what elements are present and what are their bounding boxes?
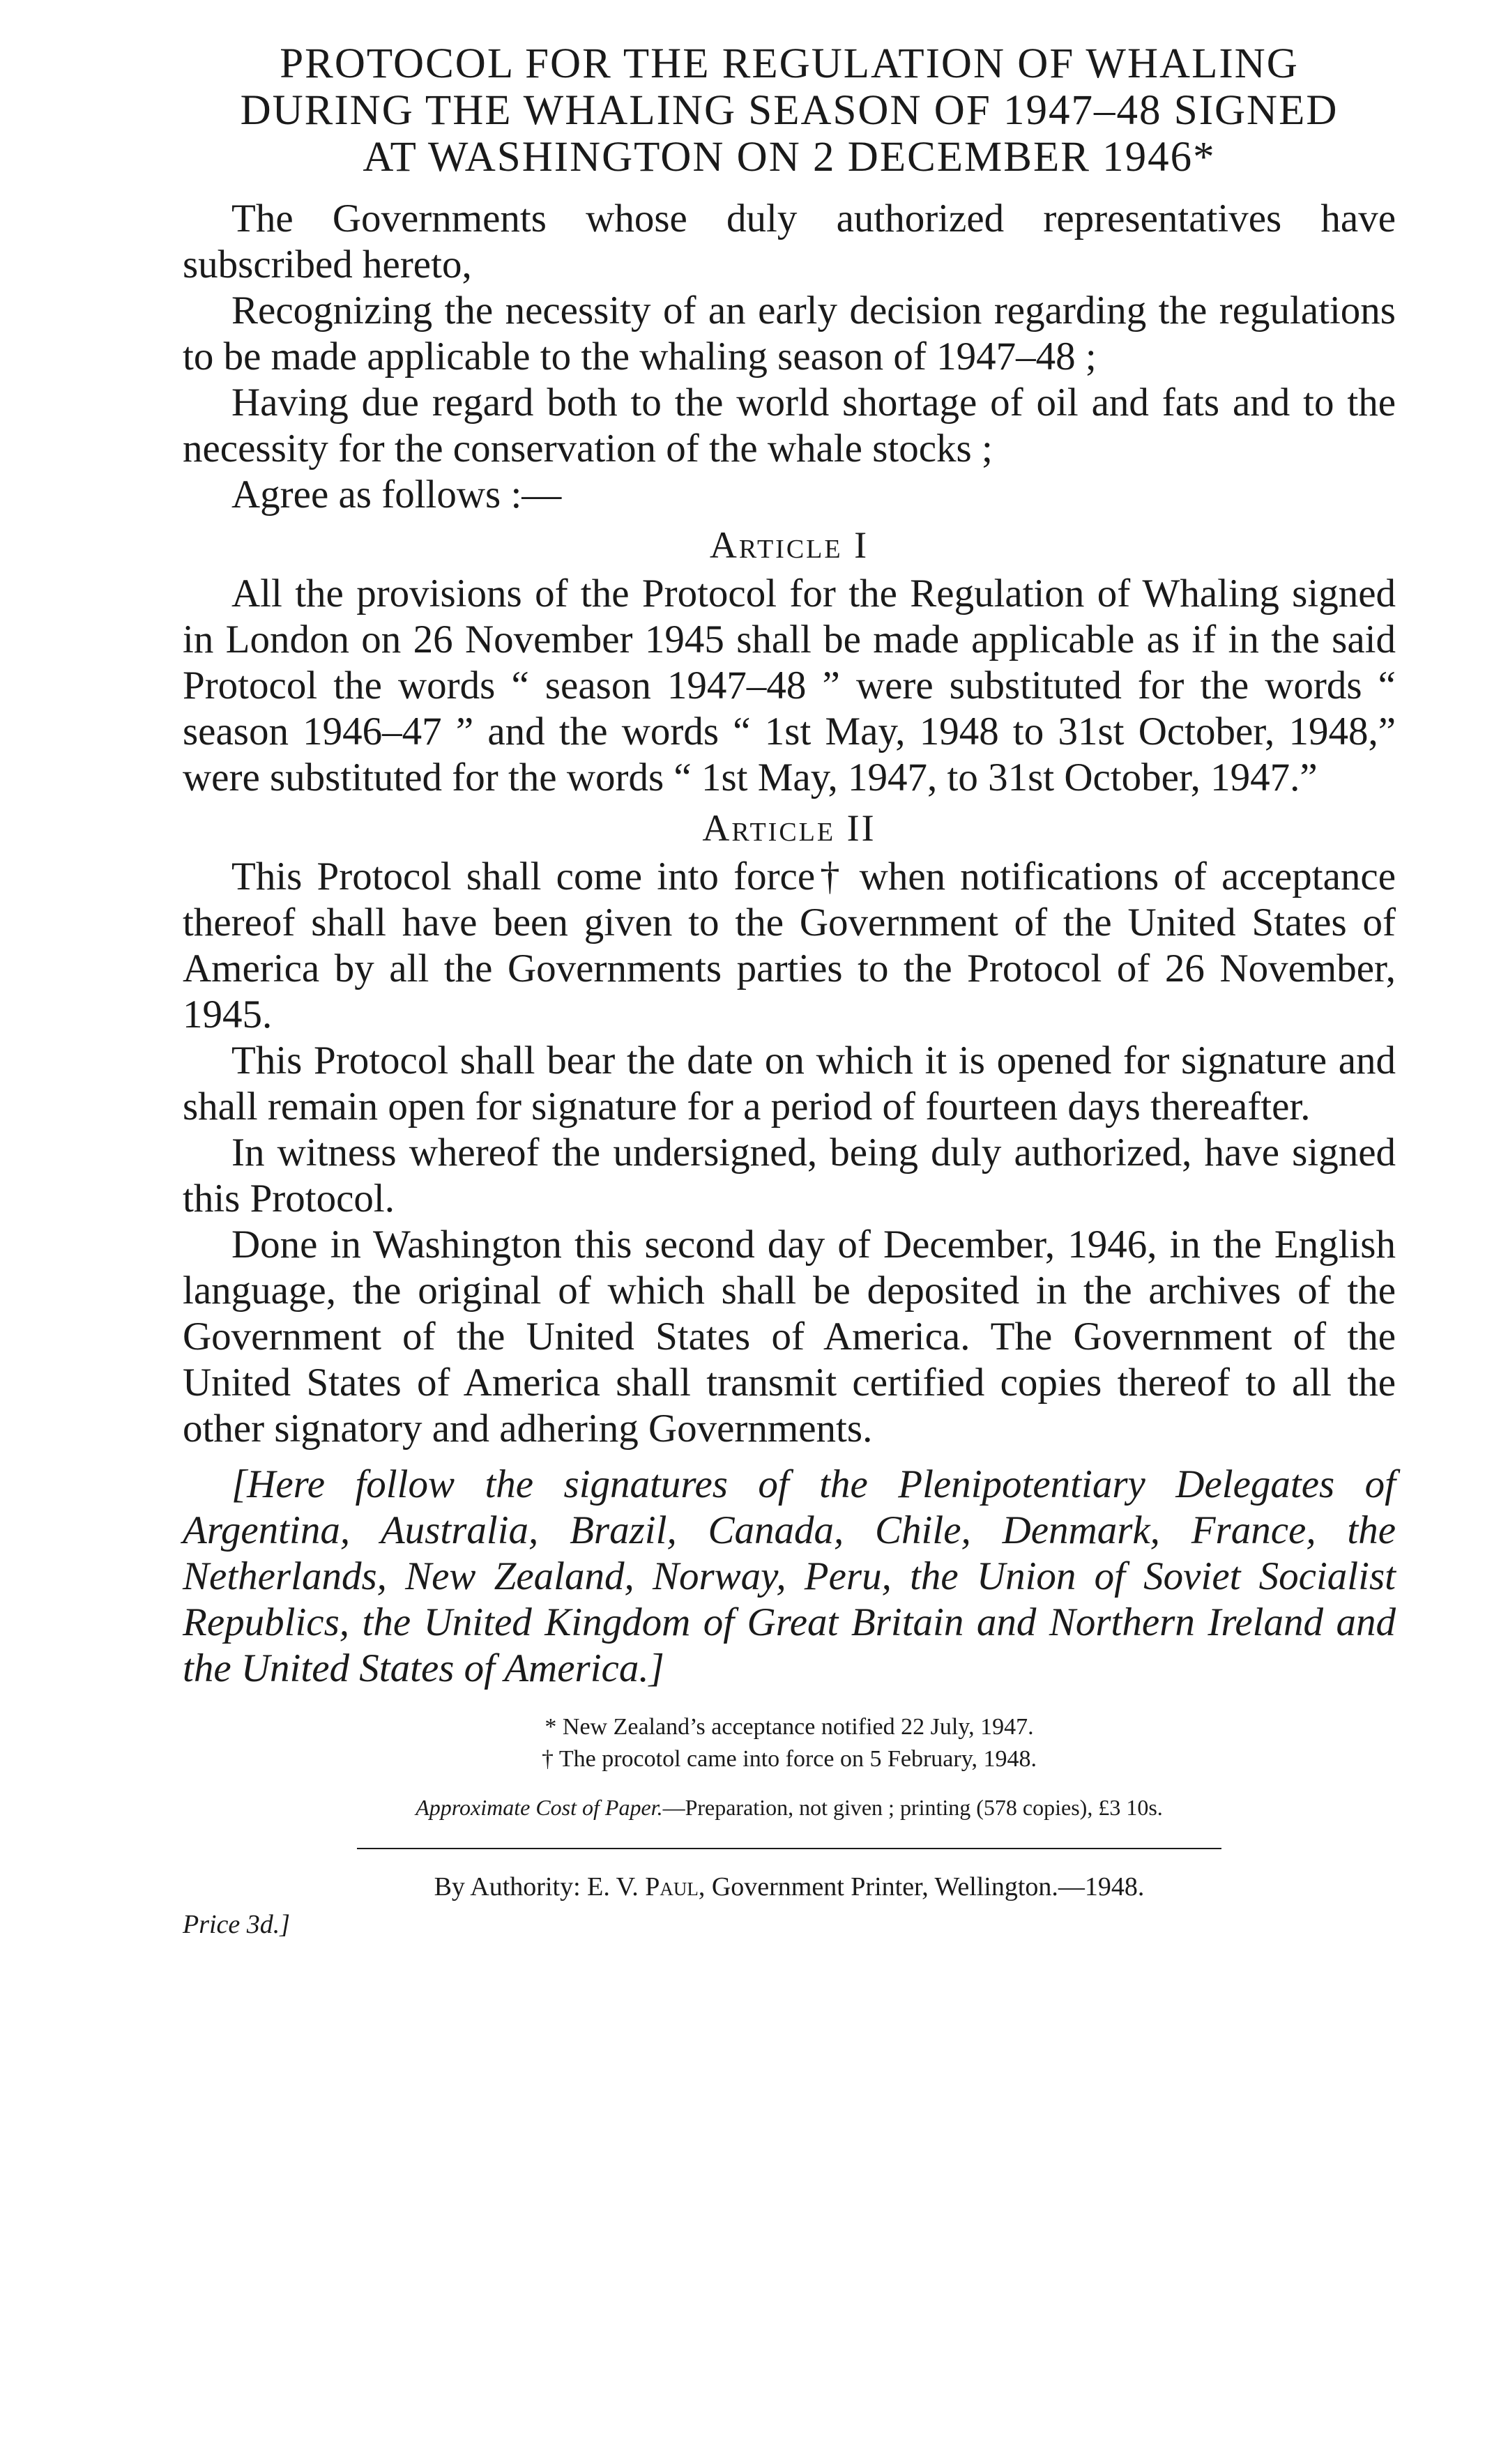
article-2-heading: Article II	[702, 807, 876, 849]
article-2-paragraph-3: In witness whereof the undersigned, being duly authorized, have signed this Protocol.	[183, 1131, 1396, 1220]
divider-rule	[357, 1848, 1221, 1849]
footnote-2: † The procotol came into force on 5 February, 1948.	[541, 1746, 1037, 1772]
cost-text: —Preparation, not given ; printing (578 copies), £3 10s.	[662, 1795, 1163, 1820]
title-line-3: AT WASHINGTON ON 2 DECEMBER 1946*	[363, 134, 1216, 181]
footnote-1: * New Zealand’s acceptance notified 22 July, 1947.	[544, 1714, 1034, 1740]
article-1-text: All the provisions of the Protocol for the Regulation of Whaling signed in London on 26 November 1945 shall be made applicable as if in the said Protocol the words “ season 1947–48 ” were substituted for the words “ season 1946–47 ” and the words “ 1st May, 1948 to 31st October, 1948,” were substituted for the words “ 1st May, 1947, to 31st October, 1947.”	[183, 572, 1396, 799]
article-2-paragraph-1: This Protocol shall come into force† when notifications of acceptance thereof shall have been given to the Government of the United States of America by all the Governments parties to the Protocol of 26 November, 1945.	[183, 855, 1396, 1036]
preamble-paragraph-2: Recognizing the necessity of an early decision regarding the regulations to be made applicable to the whaling season of 1947–48 ;	[183, 289, 1396, 378]
preamble-paragraph-1: The Governments whose duly authorized representatives have subscribed hereto,	[183, 197, 1396, 286]
article-2-paragraph-4: Done in Washington this second day of December, 1946, in the English language, the original of which shall be deposited in the archives of the Government of the United States of America. The Government of the United States of America shall transmit certified copies thereof to all the other signatory and adhering Governments.	[183, 1223, 1396, 1451]
authority-suffix: , Government Printer, Wellington.—1948.	[698, 1872, 1145, 1901]
footnotes	[183, 1711, 1396, 1775]
cost-of-paper-note	[183, 1792, 1396, 1823]
preamble-paragraph-3: Having due regard both to the world shortage of oil and fats and to the necessity for the conservation of the whale stocks ;	[183, 381, 1396, 470]
printer-name: Paul	[645, 1872, 699, 1901]
authority-prefix: By Authority: E. V.	[434, 1872, 639, 1901]
document-title	[183, 40, 1396, 181]
signatures-note: [Here follow the signatures of the Plenipotentiary Delegates of Argentina, Australia, Brazil, Canada, Chile, Denmark, France, the Netherlands, New Zealand, Norway, Peru, the Union of Soviet Socialist Republics, the United Kingdom of Great Britain and Northern Ireland and the United States of America.]	[183, 1462, 1396, 1690]
preamble-paragraph-4: Agree as follows :—	[231, 473, 562, 516]
article-2-paragraph-2: This Protocol shall bear the date on which it is opened for signature and shall remain open for signature for a period of fourteen days thereafter.	[183, 1039, 1396, 1128]
title-line-2: DURING THE WHALING SEASON OF 1947–48 SIGNED	[240, 87, 1339, 134]
article-1-heading: Article I	[709, 524, 869, 566]
title-line-1: PROTOCOL FOR THE REGULATION OF WHALING	[280, 40, 1299, 87]
cost-lead: Approximate Cost of Paper.	[416, 1795, 663, 1820]
price: Price 3d.]	[183, 1910, 291, 1939]
document-page	[183, 40, 1396, 1941]
printer-authority	[183, 1870, 1396, 1904]
